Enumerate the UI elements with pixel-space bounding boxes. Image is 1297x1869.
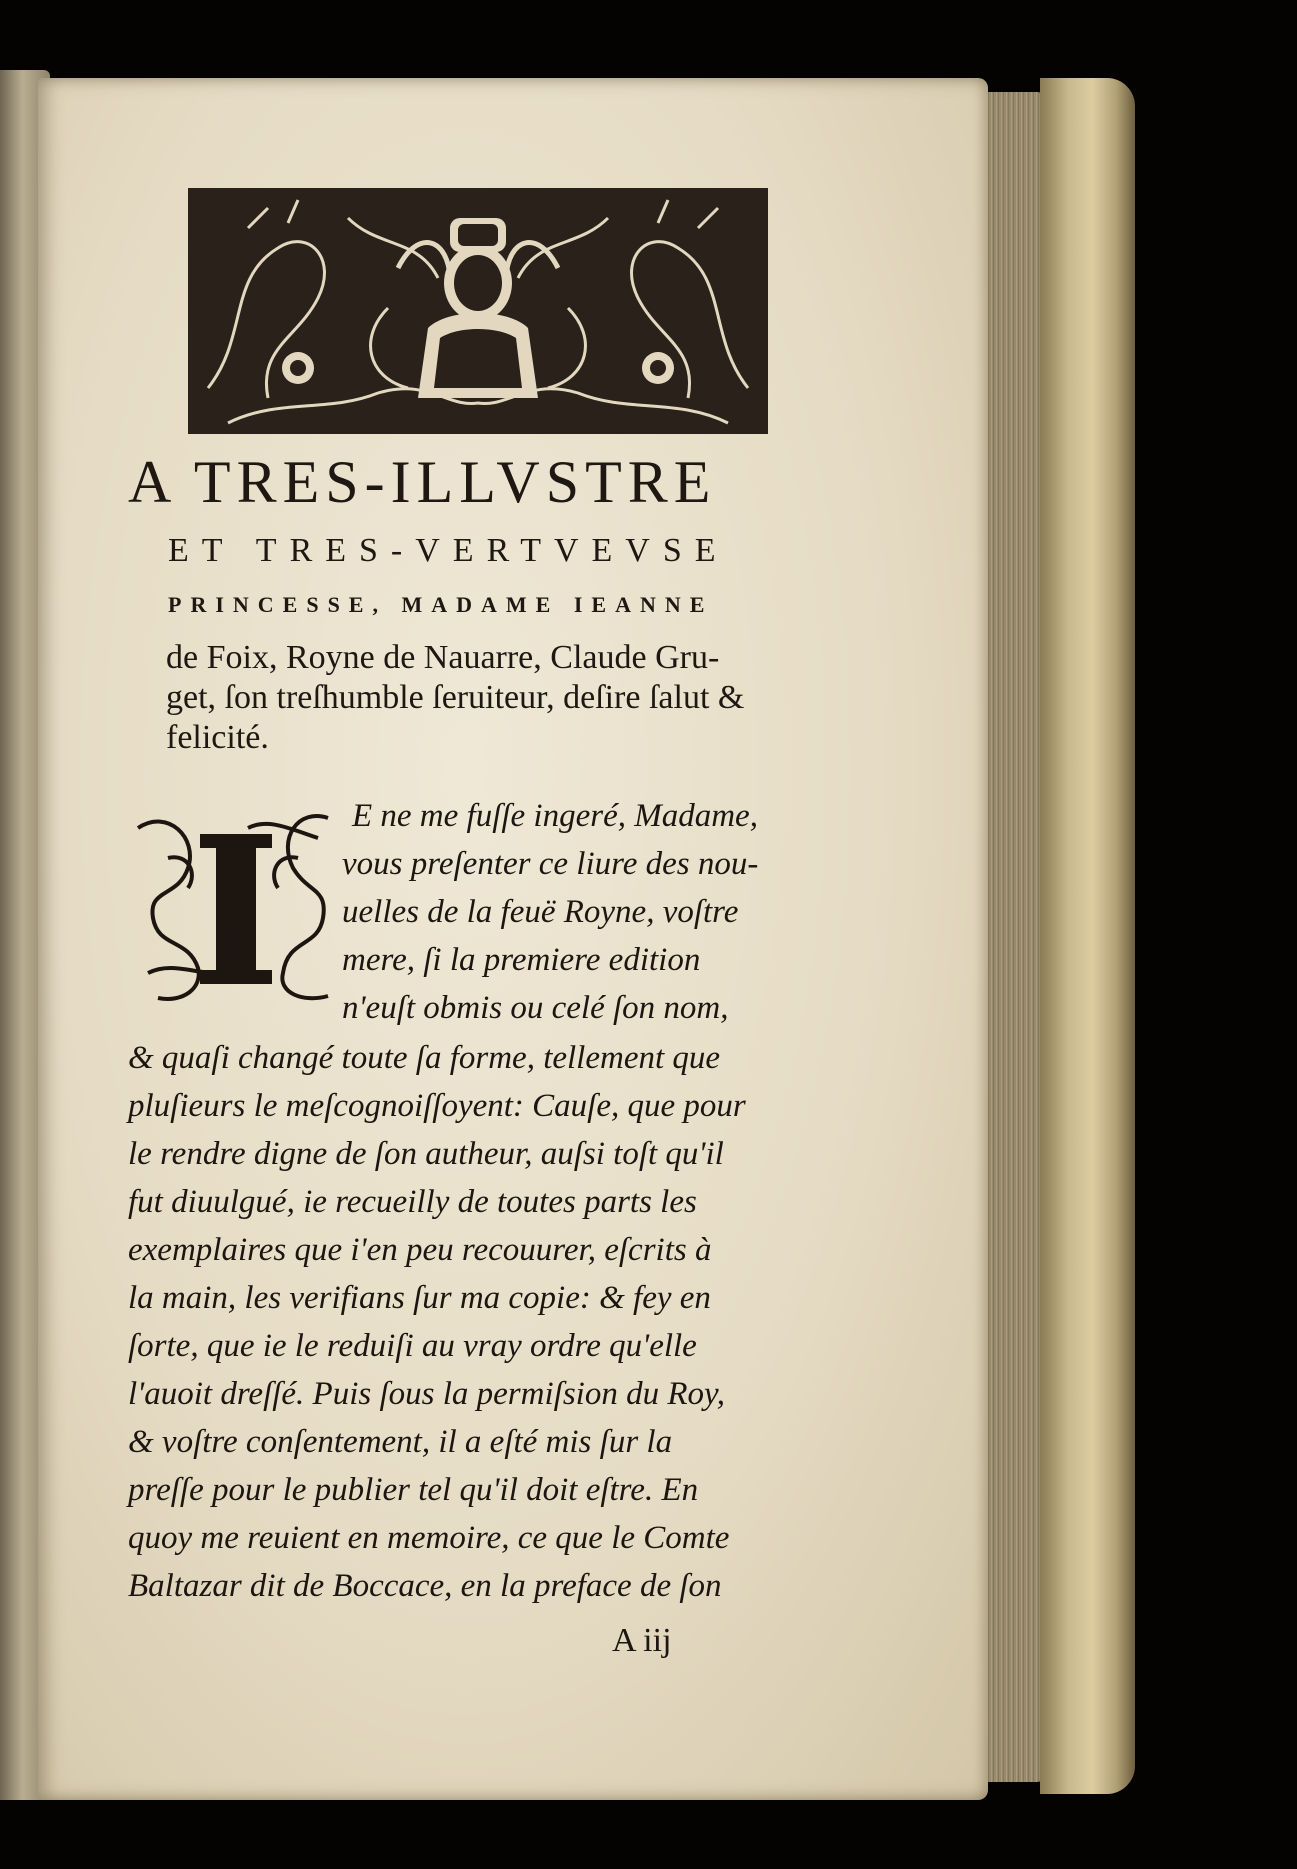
body-line: exemplaires que i'en peu recouurer, eſcrits à <box>128 1232 712 1268</box>
vellum-cover <box>1040 78 1135 1794</box>
signature-mark: A iij <box>612 1622 672 1659</box>
body-line: n'euſt obmis ou celé ſon nom, <box>342 990 729 1026</box>
body-line: vous preſenter ce liure des nou- <box>342 846 759 882</box>
body-line: pluſieurs le meſcognoiſſoyent: Cauſe, que pour <box>128 1088 746 1124</box>
heading-line-6: felicité. <box>166 719 269 756</box>
heading-line-4: de Foix, Royne de Nauarre, Claude Gru- <box>166 639 720 676</box>
body-line: l'auoit dreſſé. Puis ſous la permiſsion du Roy, <box>128 1376 726 1412</box>
body-line: quoy me reuient en memoire, ce que le Comte <box>128 1520 730 1556</box>
body-line: & voſtre conſentement, il a eſté mis ſur la <box>128 1424 673 1460</box>
heading-dedication <box>166 638 836 758</box>
heading-line-3: PRINCESSE, MADAME IEANNE <box>168 592 714 617</box>
woodcut-headpiece <box>188 188 768 434</box>
body-line: ſorte, que ie le reduiſi au vray ordre qu'elle <box>128 1328 697 1364</box>
heading-line-1: A TRES-ILLVSTRE <box>128 449 717 515</box>
heading-line-5: get, ſon treſhumble ſeruiteur, deſire ſalut & <box>166 679 745 716</box>
dropcap-letter: I <box>236 940 240 951</box>
body-line: la main, les verifians ſur ma copie: & fey en <box>128 1280 711 1316</box>
decorated-initial <box>128 798 338 1008</box>
body-line: fut diuulgué, ie recueilly de toutes parts les <box>128 1184 697 1220</box>
body-line: mere, ſi la premiere edition <box>342 942 701 978</box>
body-line: uelles de la feuë Royne, voſtre <box>342 894 739 930</box>
body-line: & quaſi changé toute ſa forme, tellement que <box>128 1040 721 1076</box>
body-line: E ne me fuſſe ingeré, Madame, <box>352 798 758 834</box>
body-line: le rendre digne de ſon autheur, auſsi toſt qu'il <box>128 1136 724 1172</box>
heading-line-2: ET TRES-VERTVEVSE <box>168 532 729 569</box>
body-line: Baltazar dit de Boccace, en la preface de ſon <box>128 1568 722 1604</box>
body-line: preſſe pour le publier tel qu'il doit eſtre. En <box>128 1472 699 1508</box>
